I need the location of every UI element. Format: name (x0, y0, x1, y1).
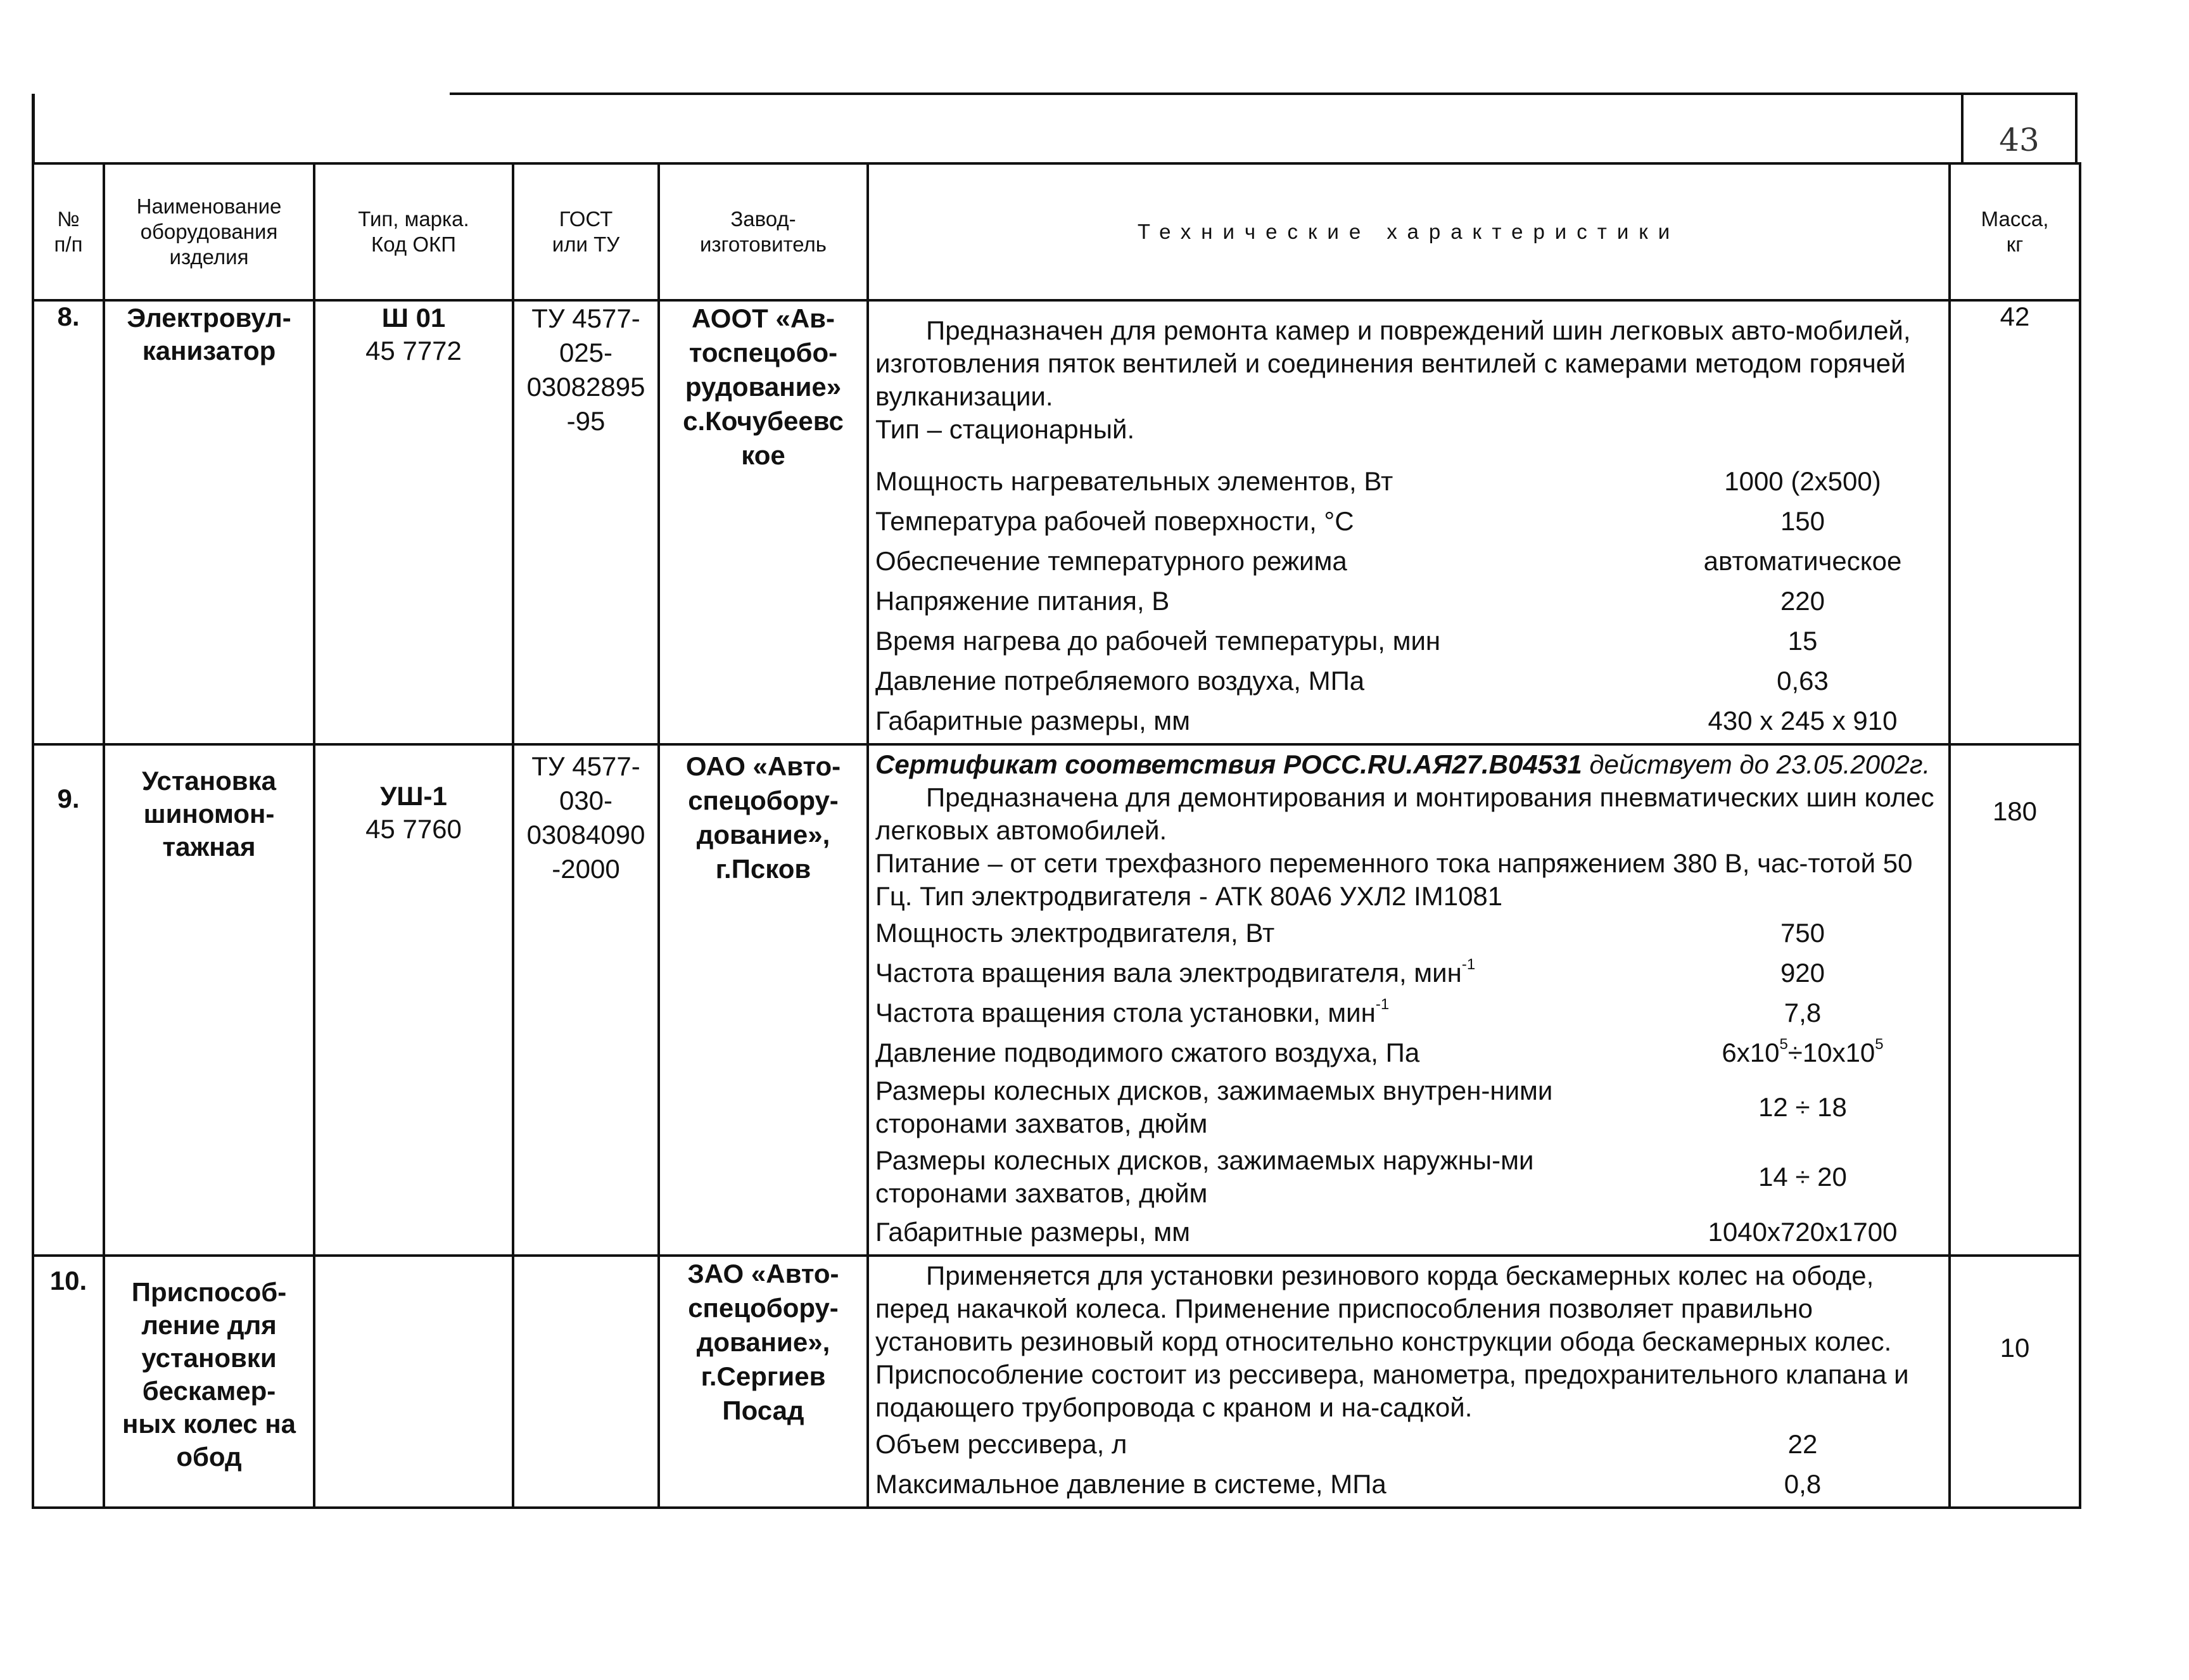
gost-tu: ТУ 4577- 025- 03082895 -95 (513, 300, 659, 744)
header-gost: ГОСТ или ТУ (513, 163, 659, 300)
spec-row: Давление потребляемого воздуха, МПа 0,63 (875, 665, 1829, 696)
spec-row: Объем рессивера, л 22 (875, 1429, 1818, 1459)
table-row (33, 1256, 2080, 1508)
okp-code: 45 7772 (365, 336, 462, 366)
header-num: № п/п (33, 163, 104, 300)
spec-row: Мощность нагревательных элементов, Вт 1000 (2х500) (875, 466, 1881, 496)
spec-row: Обеспечение температурного режима автоматическое (875, 545, 1902, 576)
spec-row: Габаритные размеры, мм 430 х 245 х 910 (875, 705, 1898, 735)
equipment-table (32, 162, 2081, 1509)
spec-row: Давление подводимого сжатого воздуха, Па $6х10^5\div 10х10^5$ (875, 1035, 1884, 1067)
header-tech: Технические характеристики (868, 163, 1950, 300)
spec-row: Габаритные размеры, мм 1040х720х1700 (875, 1216, 1898, 1247)
header-name: Наименование оборудования изделия (104, 163, 314, 300)
description: Предназначена для демонтирования и монтирования пневматических шин колес легковых автомобилей. (875, 782, 1934, 845)
page-number: 43 (1999, 122, 2040, 158)
spec-row: Мощность электродвигателя, Вт 750 (875, 917, 1825, 948)
header-maker: Завод- изготовитель (659, 163, 868, 300)
mass-kg: 180 (1950, 744, 2080, 1256)
description: Применяется для установки резинового корда бескамерных колес на ободе, перед накачкой колеса. Применение приспособления позволяет правильно установить резиновый корд относительно конструкции обода бескамерных колес. Приспособление состоит из рессивера, манометра, предохранительного клапана и подающего трубопровода с краном и на-садкой. (875, 1261, 1909, 1422)
tech-specs (868, 300, 1950, 744)
type-mark: УШ-1 (380, 781, 447, 811)
header-mass: Масса, кг (1950, 163, 2080, 300)
okp-code: 45 7760 (365, 814, 462, 844)
equipment-name: Установка шиномон- тажная (104, 744, 314, 1256)
type-code (314, 300, 513, 744)
mass-kg: 42 (1950, 300, 2080, 744)
certificate-note: Сертификат соответствия РОСС.RU.АЯ27.В04531 действует до 23.05.2002г. (875, 749, 1931, 779)
header-type: Тип, марка. Код ОКП (314, 163, 513, 300)
manufacturer: АООТ «Ав- тоспецобо- рудование» с.Кочубеевс кое (659, 300, 868, 744)
mass-kg: 10 (1950, 1256, 2080, 1508)
manufacturer: ЗАО «Авто- спецобору- дование», г.Сергиев Посад (659, 1256, 868, 1508)
table-row (33, 300, 2080, 744)
spec-row: Размеры колесных дисков, зажимаемых внутрен-ними сторонами захватов, дюйм 12 ÷ 18 (875, 1076, 1847, 1138)
tech-specs (868, 744, 1950, 1256)
manufacturer: ОАО «Авто- спецобору- дование», г.Псков (659, 744, 868, 1256)
table-header-row (33, 163, 2080, 300)
equipment-name: Электровул- канизатор (104, 300, 314, 744)
spec-row: Время нагрева до рабочей температуры, мин 15 (875, 625, 1818, 656)
row-number: 10. (33, 1256, 104, 1508)
gost-tu (513, 1256, 659, 1508)
header-rule (450, 92, 1964, 95)
equipment-name: Приспособ- ление для установки бескамер- ных колес на обод (104, 1256, 314, 1508)
description: Предназначен для ремонта камер и повреждений шин легковых авто-мобилей, изготовления пяток вентилей и соединения вентилей с камерами методом горячей вулканизации. (875, 315, 1911, 411)
spec-row: Максимальное давление в системе, МПа 0,8 (875, 1468, 1822, 1499)
row-number: 8. (33, 300, 104, 744)
table-row (33, 744, 2080, 1256)
description-type: Тип – стационарный. (875, 414, 1135, 444)
frame-left-line (32, 94, 35, 163)
row-number: 9. (33, 744, 104, 1256)
spec-row: Напряжение питания, В 220 (875, 585, 1825, 616)
spec-row: Температура рабочей поверхности, °С 150 (875, 506, 1825, 536)
type-mark: Ш 01 (381, 303, 446, 333)
power-supply-note: Питание – от сети трехфазного переменного тока напряжением 380 В, час-тотой 50 Гц. Тип электродвигателя - АТК 80А6 УХЛ2 IМ1081 (875, 848, 1913, 911)
spec-row: Размеры колесных дисков, зажимаемых наружны-ми сторонами захватов, дюйм 14 ÷ 20 (875, 1145, 1847, 1208)
gost-tu: ТУ 4577- 030- 03084090 -2000 (513, 744, 659, 1256)
spec-row: Частота вращения вала электродвигателя, мин$^{-1}$ 920 (875, 955, 1825, 988)
page-number-box (1961, 92, 2078, 162)
tech-specs (868, 1256, 1950, 1508)
spec-row: Частота вращения стола установки, мин$^{-1}$ 7,8 (875, 995, 1822, 1028)
type-code (314, 744, 513, 1256)
type-code (314, 1256, 513, 1508)
